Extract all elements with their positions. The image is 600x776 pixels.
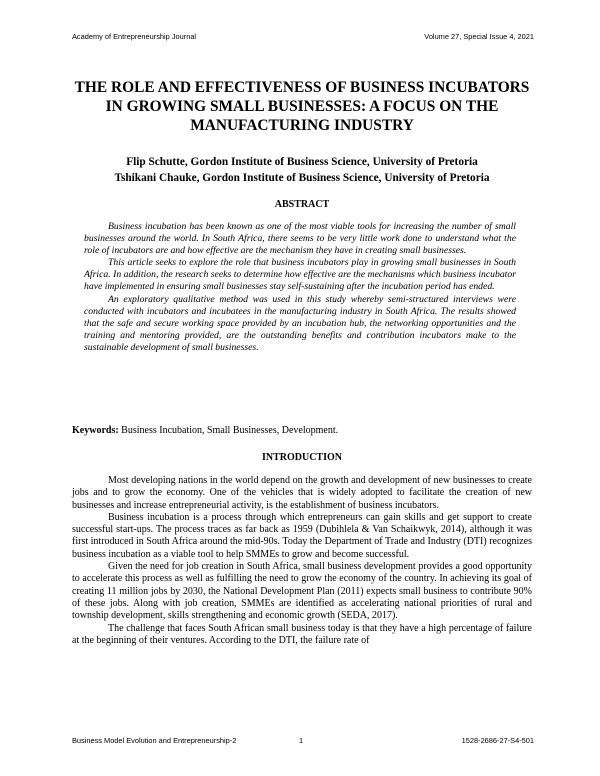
keywords-text: Business Incubation, Small Businesses, Development.: [121, 425, 339, 436]
introduction-heading: INTRODUCTION: [261, 452, 342, 463]
journal-name: Academy of Entrepreneurship Journal: [72, 32, 197, 41]
running-header: [72, 32, 534, 41]
abstract-paragraph-2: This article seeks to explore the role that business incubators play in growing small businesses in South Africa. In addition, the research seeks to determine how effective are the mechanisms which business incubator have implemented in ensuring small businesses stay self-sustaining after the incubation period has ended.: [84, 257, 516, 293]
intro-paragraph-4: The challenge that faces South African small business today is that they have a high percentage of failure at the beginning of their ventures. According to the DTI, the failure rate of: [72, 622, 532, 646]
keywords-label: Keywords:: [72, 425, 119, 436]
intro-paragraph-3: Given the need for job creation in South Africa, small business development provides a good opportunity to accelerate this process as well as fulfilling the need to grow the economy of the country. In achieving its goal of creating 11 million jobs by 2030, the National Development Plan (2011) expects small business to contribute 90% of these jobs. Along with job creation, SMMEs are identified as accelerating national priorities of rural and township development, skills strengthening and economic growth (SEDA, 2017).: [72, 561, 532, 622]
abstract-heading: ABSTRACT: [274, 199, 330, 210]
footer-id: 1528-2686-27-S4-501: [461, 736, 534, 745]
keywords: [72, 425, 532, 436]
abstract-paragraph-3: An exploratory qualitative method was used in this study whereby semi-structured interviews were conducted with incubators and incubatees in the manufacturing industry in South Africa. The results showed that the safe and secure working space provided by an incubation hub, the networking opportunities and the training and mentoring provided, are the outstanding benefits and contribution incubators make to the sustainable development of small businesses.: [84, 293, 516, 353]
author-2: Tshikani Chauke, Gordon Institute of Business Science, University of Pretoria: [114, 171, 490, 184]
author-1: Flip Schutte, Gordon Institute of Business Science, University of Pretoria: [126, 156, 478, 168]
author-list: [72, 155, 532, 186]
abstract-body: [84, 221, 516, 354]
abstract-paragraph-1: Business incubation has been known as one of the most viable tools for increasing the number of small businesses around the world. In South Africa, there seems to be very little work done to understand what the role of incubators are and how effective are the mechanism they have in creating small businesses.: [84, 221, 516, 257]
volume-info: Volume 27, Special Issue 4, 2021: [424, 32, 534, 41]
introduction-body: [72, 475, 532, 647]
page-number: 1: [299, 736, 304, 745]
footer-series: Business Model Evolution and Entrepreneurship-2: [72, 736, 237, 745]
running-footer: [72, 736, 534, 745]
paper-title: THE ROLE AND EFFECTIVENESS OF BUSINESS INCUBATORS IN GROWING SMALL BUSINESSES: A FOCUS ON THE MANUFACTURING INDUSTRY: [74, 79, 530, 134]
intro-paragraph-1: Most developing nations in the world depend on the growth and development of new businesses to create jobs and to grow the economy. One of the vehicles that is widely adopted to facilitate the creation of new businesses and increase entrepreneurial activity, is the establishment of business incubators.: [72, 475, 532, 511]
intro-paragraph-2: Business incubation is a process through which entrepreneurs can gain skills and get support to create successful start-ups. The process traces as far back as 1959 (Dubihlela & Van Schaikwyk, 2014), although it was first introduced in South Africa around the mid-90s. Today the Department of Trade and Industry (DTI) recognizes business incubation as a viable tool to help SMMEs to grow and become successful.: [72, 511, 532, 560]
